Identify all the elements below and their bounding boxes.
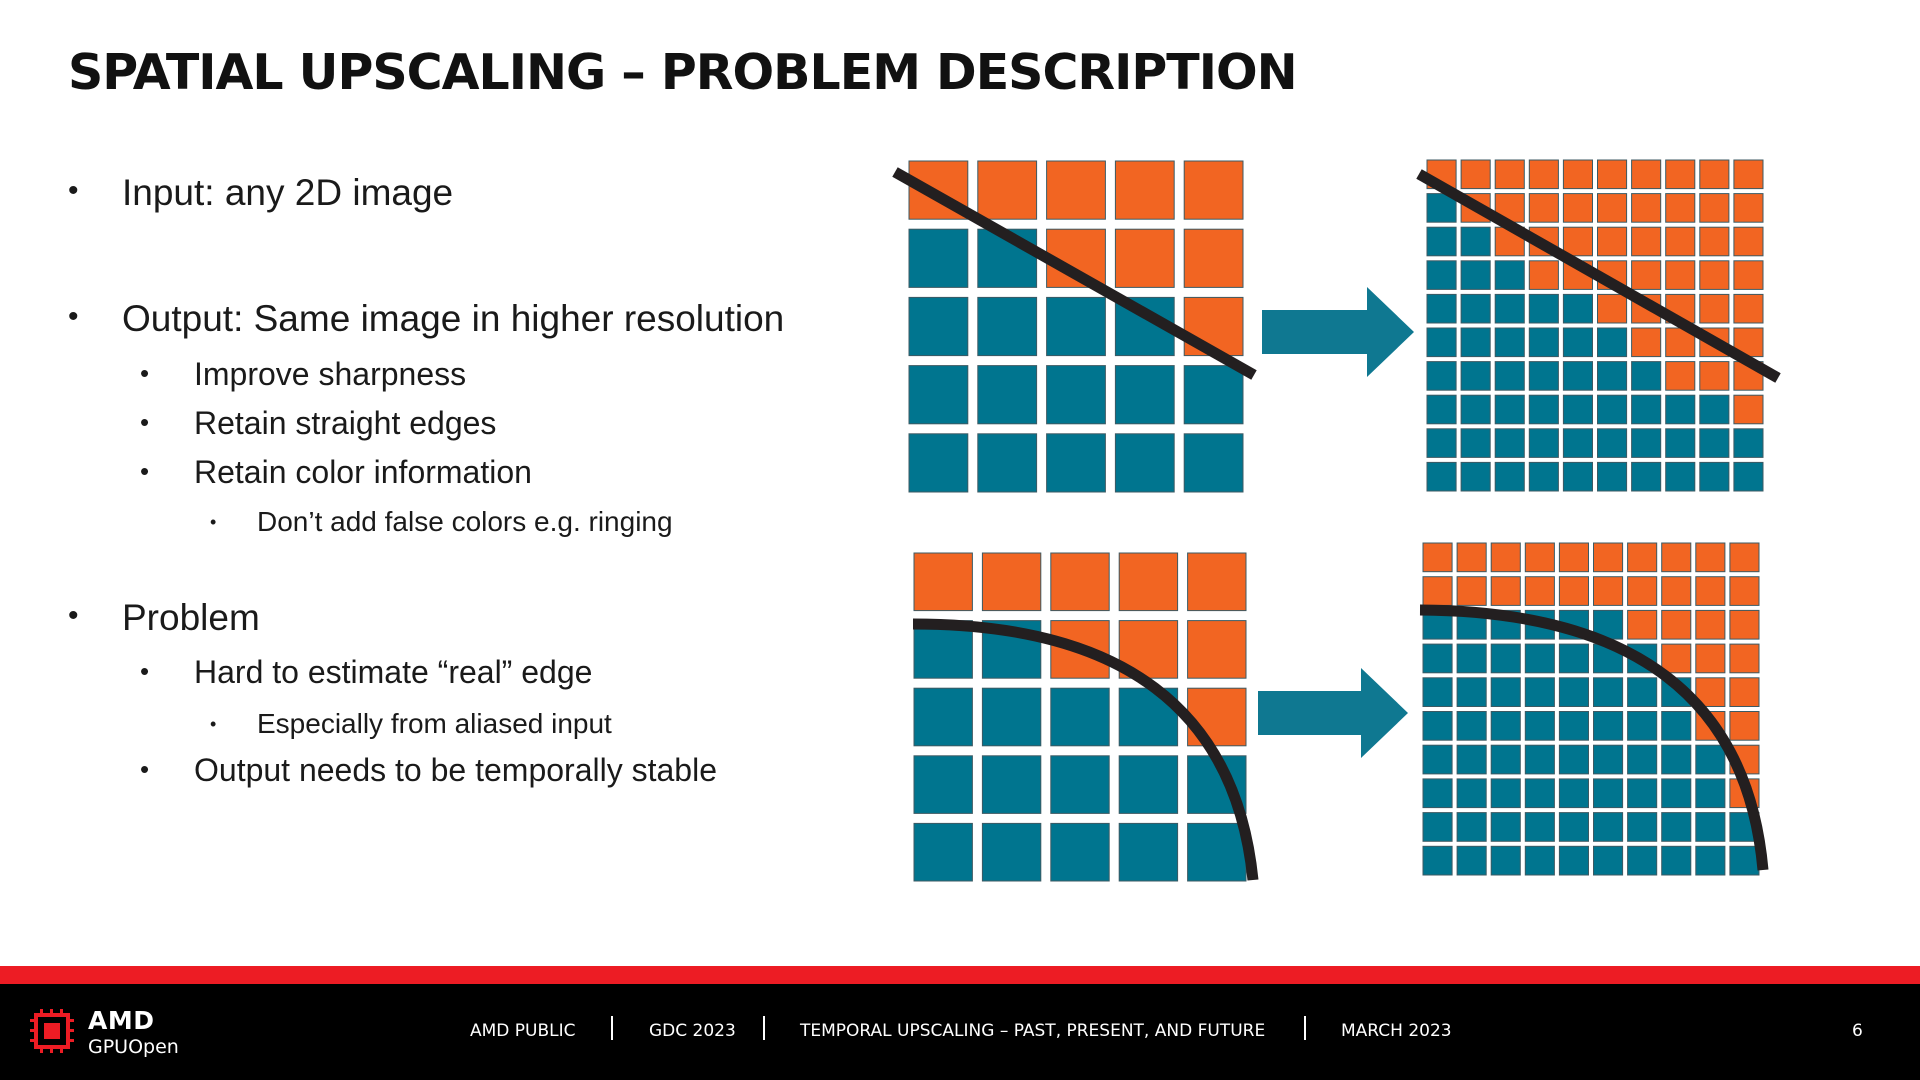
pixel-cell — [1559, 577, 1588, 606]
pixel-cell — [1662, 543, 1691, 572]
pixel-cell — [1427, 227, 1456, 256]
pixel-cell — [1051, 756, 1109, 814]
pixel-cell — [1628, 543, 1657, 572]
footer-classification: AMD PUBLIC — [470, 1021, 576, 1041]
bullet-dot: • — [210, 714, 217, 734]
pixel-cell — [1666, 395, 1695, 424]
pixel-cell — [1495, 395, 1524, 424]
pixel-cell — [1700, 395, 1729, 424]
pixel-cell — [1700, 294, 1729, 323]
bullet-dot: • — [68, 599, 79, 632]
pixel-cell — [1119, 823, 1177, 881]
pixel-cell — [1598, 462, 1627, 491]
pixel-cell — [1427, 294, 1456, 323]
arrow-right-icon — [1258, 668, 1408, 758]
pixel-cell — [1632, 462, 1661, 491]
pixel-cell — [1529, 294, 1558, 323]
logo-amd-text: AMD — [88, 1006, 155, 1035]
pixel-cell — [909, 434, 968, 492]
pixel-cell — [1632, 227, 1661, 256]
pixel-cell — [1495, 462, 1524, 491]
pixel-cell — [1495, 261, 1524, 290]
pixel-cell — [978, 297, 1037, 355]
pixel-cell — [1491, 846, 1520, 875]
pixel-cell — [1563, 227, 1592, 256]
pixel-cell — [1461, 362, 1490, 391]
pixel-cell — [1495, 294, 1524, 323]
pixel-cell — [1491, 678, 1520, 707]
pixel-cell — [1457, 712, 1486, 741]
pixel-cell — [1734, 429, 1763, 458]
pixel-cell — [1457, 644, 1486, 673]
pixel-cell — [1700, 462, 1729, 491]
pixel-cell — [1594, 543, 1623, 572]
pixel-cell — [1529, 429, 1558, 458]
pixel-cell — [1594, 678, 1623, 707]
footer-date: MARCH 2023 — [1341, 1021, 1452, 1041]
pixel-cell — [1700, 429, 1729, 458]
pixel-cell — [1628, 678, 1657, 707]
low-res-grid-curved-edge — [914, 553, 1246, 881]
pixel-cell — [1730, 644, 1759, 673]
footer-separator — [611, 1016, 613, 1040]
pixel-cell — [982, 756, 1040, 814]
pixel-cell — [1662, 712, 1691, 741]
pixel-cell — [1423, 577, 1452, 606]
bullet-text: Retain color information — [194, 454, 532, 490]
bullet-text: Retain straight edges — [194, 405, 497, 441]
pixel-cell — [978, 366, 1037, 424]
pixel-cell — [1427, 395, 1456, 424]
pixel-cell — [1628, 745, 1657, 774]
pixel-cell — [1047, 161, 1106, 219]
pixel-cell — [1598, 362, 1627, 391]
pixel-cell — [1559, 813, 1588, 842]
pixel-cell — [1461, 261, 1490, 290]
footer-event: GDC 2023 — [649, 1021, 736, 1041]
pixel-cell — [1628, 712, 1657, 741]
pixel-cell — [1457, 745, 1486, 774]
pixel-cell — [1628, 577, 1657, 606]
pixel-cell — [1594, 846, 1623, 875]
pixel-cell — [1423, 543, 1452, 572]
pixel-cell — [1696, 813, 1725, 842]
pixel-cell — [1529, 261, 1558, 290]
pixel-cell — [1491, 745, 1520, 774]
bullet-dot: • — [140, 656, 150, 686]
bullet-text: Input: any 2D image — [122, 172, 454, 213]
pixel-cell — [1598, 194, 1627, 223]
amd-chip-icon — [30, 1009, 74, 1053]
pixel-cell — [1662, 644, 1691, 673]
pixel-cell — [1119, 553, 1177, 611]
pixel-cell — [1559, 543, 1588, 572]
pixel-cell — [1559, 779, 1588, 808]
pixel-cell — [1734, 395, 1763, 424]
pixel-cell — [1457, 543, 1486, 572]
bullet-dot: • — [210, 512, 217, 532]
pixel-cell — [1628, 846, 1657, 875]
pixel-cell — [1628, 610, 1657, 639]
footer — [0, 984, 1920, 1080]
bullet-text: Output needs to be temporally stable — [194, 752, 717, 788]
pixel-cell — [1491, 813, 1520, 842]
pixel-cell — [909, 297, 968, 355]
pixel-cell — [1457, 577, 1486, 606]
bullet-text: Output: Same image in higher resolution — [122, 298, 785, 339]
bullet-dot: • — [140, 407, 150, 437]
pixel-cell — [1730, 577, 1759, 606]
pixel-cell — [1662, 577, 1691, 606]
pixel-cell — [1662, 610, 1691, 639]
pixel-cell — [1427, 462, 1456, 491]
pixel-cell — [1423, 712, 1452, 741]
pixel-cell — [1495, 160, 1524, 189]
pixel-cell — [1427, 362, 1456, 391]
pixel-cell — [1457, 678, 1486, 707]
pixel-cell — [1563, 194, 1592, 223]
pixel-cell — [1632, 261, 1661, 290]
pixel-cell — [1188, 823, 1246, 881]
pixel-cell — [1461, 294, 1490, 323]
pixel-cell — [982, 823, 1040, 881]
bullet-text: Hard to estimate “real” edge — [194, 654, 593, 690]
page-number: 6 — [1852, 1021, 1863, 1041]
pixel-cell — [914, 823, 972, 881]
pixel-cell — [1734, 294, 1763, 323]
pixel-cell — [1188, 553, 1246, 611]
pixel-cell — [1047, 434, 1106, 492]
pixel-cell — [1666, 362, 1695, 391]
arrow-right-icon — [1262, 287, 1414, 377]
pixel-cell — [1184, 366, 1243, 424]
pixel-cell — [1529, 328, 1558, 357]
pixel-cell — [1628, 813, 1657, 842]
pixel-cell — [1632, 362, 1661, 391]
pixel-cell — [1563, 462, 1592, 491]
pixel-cell — [982, 553, 1040, 611]
pixel-cell — [1461, 328, 1490, 357]
pixel-cell — [1115, 161, 1174, 219]
pixel-cell — [1047, 366, 1106, 424]
pixel-cell — [1594, 779, 1623, 808]
pixel-cell — [1632, 194, 1661, 223]
pixel-cell — [1525, 577, 1554, 606]
pixel-cell — [1423, 745, 1452, 774]
pixel-cell — [1491, 712, 1520, 741]
pixel-cell — [1632, 328, 1661, 357]
pixel-cell — [1559, 678, 1588, 707]
pixel-cell — [1734, 160, 1763, 189]
pixel-cell — [1563, 328, 1592, 357]
pixel-cell — [1423, 644, 1452, 673]
pixel-cell — [1491, 644, 1520, 673]
bullet-dot: • — [140, 754, 150, 784]
pixel-cell — [1666, 462, 1695, 491]
pixel-cell — [1525, 644, 1554, 673]
footer-talk-title: TEMPORAL UPSCALING – PAST, PRESENT, AND FUTURE — [800, 1021, 1266, 1041]
pixel-cell — [909, 366, 968, 424]
pixel-cell — [1666, 227, 1695, 256]
pixel-cell — [1563, 362, 1592, 391]
pixel-cell — [1696, 610, 1725, 639]
pixel-cell — [1525, 745, 1554, 774]
pixel-cell — [1730, 846, 1759, 875]
pixel-cell — [1559, 846, 1588, 875]
pixel-cell — [1594, 813, 1623, 842]
pixel-cell — [1563, 160, 1592, 189]
pixel-cell — [1666, 261, 1695, 290]
pixel-cell — [1696, 644, 1725, 673]
pixel-cell — [1457, 846, 1486, 875]
bullet-text: Improve sharpness — [194, 356, 467, 392]
pixel-cell — [1529, 395, 1558, 424]
pixel-cell — [1700, 362, 1729, 391]
pixel-cell — [978, 161, 1037, 219]
pixel-cell — [1525, 846, 1554, 875]
pixel-cell — [1427, 429, 1456, 458]
pixel-cell — [1495, 429, 1524, 458]
pixel-cell — [1461, 429, 1490, 458]
bullet-dot: • — [68, 300, 79, 333]
pixel-cell — [1662, 846, 1691, 875]
pixel-cell — [1594, 745, 1623, 774]
pixel-cell — [1184, 434, 1243, 492]
pixel-cell — [1598, 294, 1627, 323]
pixel-cell — [1559, 644, 1588, 673]
footer-separator — [1304, 1016, 1306, 1040]
pixel-cell — [1734, 261, 1763, 290]
pixel-cell — [914, 756, 972, 814]
pixel-cell — [1461, 160, 1490, 189]
pixel-cell — [1632, 395, 1661, 424]
pixel-cell — [1662, 779, 1691, 808]
pixel-cell — [1628, 779, 1657, 808]
pixel-cell — [1529, 362, 1558, 391]
pixel-cell — [1700, 194, 1729, 223]
pixel-cell — [914, 688, 972, 746]
pixel-cell — [1696, 543, 1725, 572]
bullet-text: Problem — [122, 597, 260, 638]
pixel-cell — [1188, 621, 1246, 679]
pixel-cell — [1491, 779, 1520, 808]
pixel-cell — [1632, 160, 1661, 189]
pixel-cell — [1495, 328, 1524, 357]
bullet-text: Especially from aliased input — [257, 708, 612, 739]
pixel-cell — [1457, 779, 1486, 808]
pixel-cell — [1700, 261, 1729, 290]
pixel-cell — [1423, 846, 1452, 875]
pixel-cell — [1525, 543, 1554, 572]
pixel-cell — [1563, 294, 1592, 323]
pixel-cell — [1696, 846, 1725, 875]
pixel-cell — [914, 553, 972, 611]
pixel-cell — [1525, 712, 1554, 741]
pixel-cell — [1594, 712, 1623, 741]
pixel-cell — [1700, 227, 1729, 256]
pixel-cell — [1666, 429, 1695, 458]
pixel-cell — [1730, 543, 1759, 572]
pixel-cell — [1423, 678, 1452, 707]
high-res-grid-curved-edge — [1423, 543, 1759, 875]
pixel-cell — [1461, 395, 1490, 424]
pixel-cell — [1119, 756, 1177, 814]
pixel-cell — [1598, 227, 1627, 256]
slide-title: SPATIAL UPSCALING – PROBLEM DESCRIPTION — [68, 44, 1297, 101]
pixel-cell — [1696, 577, 1725, 606]
pixel-cell — [1666, 194, 1695, 223]
pixel-cell — [1598, 395, 1627, 424]
pixel-cell — [1461, 227, 1490, 256]
pixel-cell — [1051, 553, 1109, 611]
pixel-cell — [1594, 577, 1623, 606]
pixel-cell — [909, 229, 968, 287]
pixel-cell — [1184, 229, 1243, 287]
pixel-cell — [1662, 745, 1691, 774]
pixel-cell — [1115, 366, 1174, 424]
pixel-cell — [982, 688, 1040, 746]
pixel-cell — [1730, 678, 1759, 707]
pixel-cell — [1734, 227, 1763, 256]
pixel-cell — [1529, 462, 1558, 491]
pixel-cell — [1730, 712, 1759, 741]
pixel-cell — [1461, 462, 1490, 491]
pixel-cell — [1457, 813, 1486, 842]
pixel-cell — [1696, 745, 1725, 774]
pixel-cell — [1700, 160, 1729, 189]
pixel-cell — [1525, 813, 1554, 842]
pixel-cell — [1423, 779, 1452, 808]
pixel-cell — [1115, 434, 1174, 492]
footer-accent-bar — [0, 966, 1920, 984]
pixel-cell — [1047, 297, 1106, 355]
pixel-cell — [1051, 688, 1109, 746]
pixel-cell — [1598, 328, 1627, 357]
pixel-cell — [1666, 160, 1695, 189]
pixel-cell — [1491, 577, 1520, 606]
pixel-cell — [1427, 328, 1456, 357]
bullet-dot: • — [140, 456, 150, 486]
footer-separator — [763, 1016, 765, 1040]
pixel-cell — [1525, 779, 1554, 808]
pixel-cell — [1563, 429, 1592, 458]
pixel-cell — [1563, 395, 1592, 424]
pixel-cell — [1115, 229, 1174, 287]
bullet-text: Don’t add false colors e.g. ringing — [257, 506, 673, 537]
pixel-cell — [1696, 779, 1725, 808]
pixel-cell — [978, 434, 1037, 492]
pixel-cell — [1559, 745, 1588, 774]
bullet-dot: • — [68, 174, 79, 207]
pixel-cell — [1051, 823, 1109, 881]
logo-gpuopen-text: GPUOpen — [88, 1036, 179, 1058]
pixel-cell — [1529, 194, 1558, 223]
pixel-cell — [1184, 161, 1243, 219]
pixel-cell — [1662, 813, 1691, 842]
pixel-cell — [1632, 429, 1661, 458]
pixel-cell — [1734, 194, 1763, 223]
pixel-cell — [1525, 678, 1554, 707]
pixel-cell — [1730, 610, 1759, 639]
pixel-cell — [1559, 712, 1588, 741]
pixel-cell — [1734, 462, 1763, 491]
pixel-cell — [1598, 429, 1627, 458]
pixel-cell — [1529, 160, 1558, 189]
pixel-cell — [1598, 160, 1627, 189]
pixel-cell — [1423, 813, 1452, 842]
pixel-cell — [1427, 261, 1456, 290]
bullet-dot: • — [140, 358, 150, 388]
pixel-cell — [1495, 362, 1524, 391]
pixel-cell — [1491, 543, 1520, 572]
